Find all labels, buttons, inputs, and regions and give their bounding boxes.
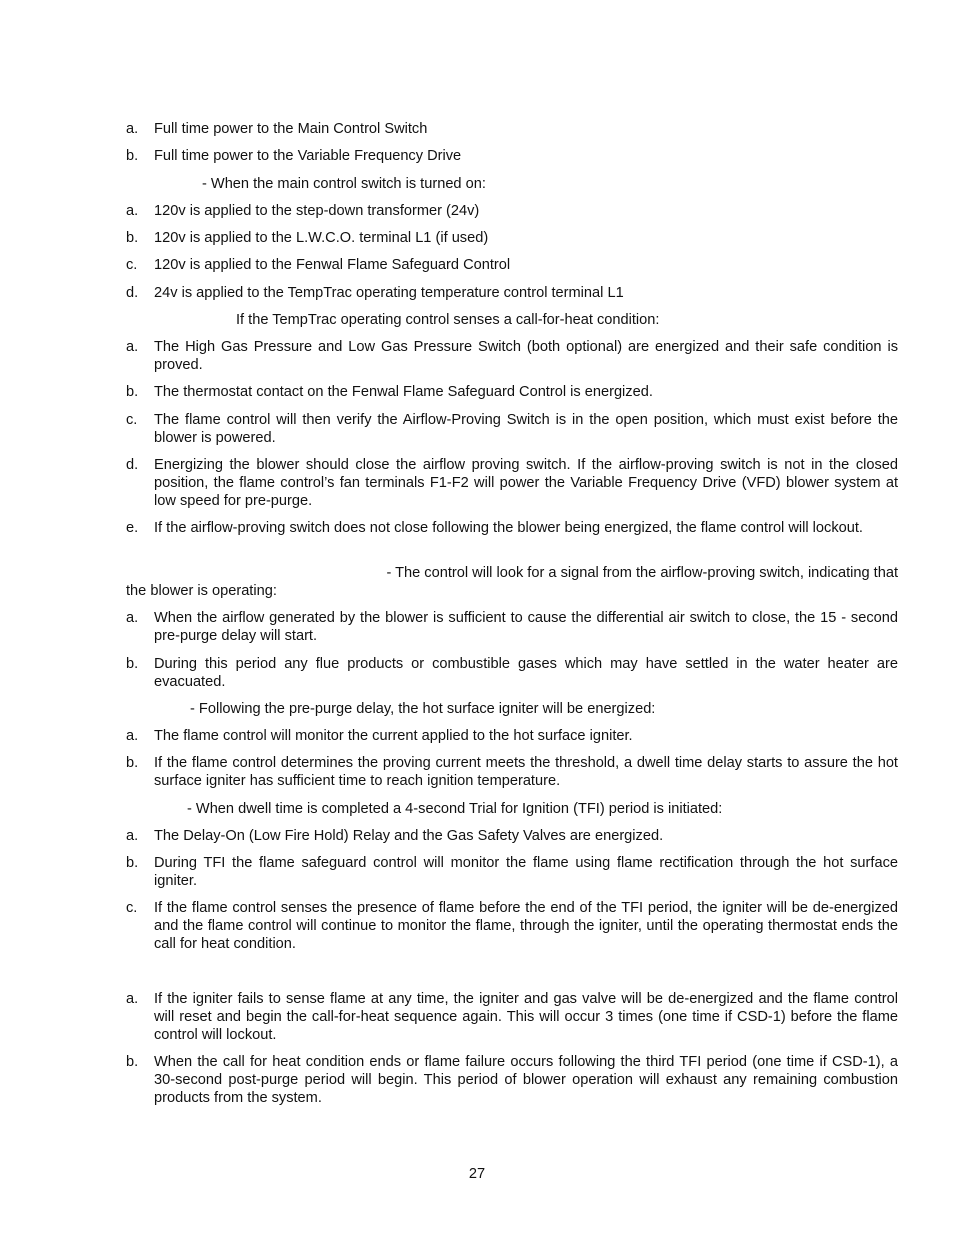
list-text: The Delay-On (Low Fire Hold) Relay and the Gas Safety Valves are energized. [154, 828, 664, 844]
list-marker: a. [126, 610, 139, 626]
section-lead-power-on: - When the main control switch is turned on: [202, 176, 486, 192]
list-text: Full time power to the Main Control Switch [154, 121, 428, 137]
list-marker: a. [126, 828, 139, 844]
list-text: During TFI the flame safeguard control will monitor the flame using flame rectification through the hot surface igniter. [154, 855, 898, 889]
list-item [126, 655, 898, 691]
list-item [126, 256, 898, 274]
list-text: Energizing the blower should close the airflow proving switch. If the airflow-proving switch is not in the closed position, the flame control’s fan terminals F1-F2 will power the Variable Frequency Drive (VFD) blower system at low speed for pre-purge. [154, 457, 898, 509]
list-item [126, 120, 898, 138]
list-marker: b. [126, 1054, 139, 1070]
list-item [126, 899, 898, 953]
list-text: If the igniter fails to sense flame at any time, the igniter and gas valve will be de-energized and the flame control will reset and begin the call-for-heat sequence again. This will occur 3 times (one time if CSD-1) before the flame control will lockout. [154, 991, 898, 1043]
list-marker: b. [126, 230, 139, 246]
list-item [126, 202, 898, 220]
list-text: If the flame control determines the proving current meets the threshold, a dwell time delay starts to assure the hot surface igniter has sufficient time to reach ignition temperature. [154, 755, 898, 789]
list-text: When the airflow generated by the blower is sufficient to cause the differential air switch to close, the 15 - second pre-purge delay will start. [154, 610, 898, 644]
list-marker: c. [126, 412, 138, 428]
list-text: Full time power to the Variable Frequency Drive [154, 148, 462, 164]
list-marker: b. [126, 656, 139, 672]
list-marker: b. [126, 148, 139, 164]
list-marker: c. [126, 900, 138, 916]
section-lead-igniter: - Following the pre-purge delay, the hot surface igniter will be energized: [190, 701, 656, 717]
list-marker: a. [126, 339, 139, 355]
list-text: 120v is applied to the step-down transformer (24v) [154, 203, 480, 219]
list-item [126, 854, 898, 890]
list-text: When the call for heat condition ends or flame failure occurs following the third TFI period (one time if CSD-1), a 30-second post-purge period will begin. This period of blower operation will exhaust any remaining combustion products from the system. [154, 1054, 898, 1106]
list-item [126, 754, 898, 790]
list-item [126, 727, 898, 745]
list-item [126, 827, 898, 845]
list-marker: e. [126, 520, 139, 536]
list-marker: c. [126, 257, 138, 273]
list-item [126, 1053, 898, 1107]
list-marker: d. [126, 285, 139, 301]
list-text: 120v is applied to the Fenwal Flame Safeguard Control [154, 257, 511, 273]
list-item [126, 990, 898, 1044]
list-text: The High Gas Pressure and Low Gas Pressure Switch (both optional) are energized and their safe condition is proved. [154, 339, 898, 373]
list-marker: d. [126, 457, 139, 473]
section-lead-line: - The control will look for a signal from the airflow-proving switch, indicating that [386, 565, 898, 581]
list-marker: a. [126, 121, 139, 137]
list-marker: a. [126, 203, 139, 219]
list-text: The flame control will then verify the Airflow-Proving Switch is in the open position, which must exist before the blower is powered. [154, 412, 898, 446]
list-text: If the airflow-proving switch does not close following the blower being energized, the flame control will lockout. [154, 520, 863, 536]
list-text: 120v is applied to the L.W.C.O. terminal L1 (if used) [154, 230, 489, 246]
list-item [126, 456, 898, 510]
section-lead-tfi: - When dwell time is completed a 4-second Trial for Ignition (TFI) period is initiated: [187, 801, 723, 817]
list-item [126, 609, 898, 645]
list-marker: b. [126, 855, 139, 871]
section-lead-line: the blower is operating: [126, 583, 277, 599]
list-marker: b. [126, 384, 139, 400]
page-number: 27 [468, 1166, 486, 1182]
list-text: During this period any flue products or combustible gases which may have settled in the water heater are evacuated. [154, 656, 898, 690]
list-item [126, 229, 898, 247]
list-text: 24v is applied to the TempTrac operating temperature control terminal L1 [154, 285, 624, 301]
list-item [126, 284, 898, 302]
list-marker: a. [126, 728, 139, 744]
list-item [126, 338, 898, 374]
list-item [126, 519, 898, 537]
list-text: If the flame control senses the presence of flame before the end of the TFI period, the igniter will be de-energized and the flame control will continue to monitor the flame, through the igniter, until the operating thermostat ends the call for heat condition. [154, 900, 898, 952]
list-text: The thermostat contact on the Fenwal Flame Safeguard Control is energized. [154, 384, 653, 400]
list-item [126, 147, 898, 165]
list-marker: a. [126, 991, 139, 1007]
section-lead-call-for-heat: If the TempTrac operating control senses a call-for-heat condition: [236, 312, 660, 328]
list-marker: b. [126, 755, 139, 771]
list-item [126, 411, 898, 447]
section-lead-airflow [126, 564, 898, 600]
list-item [126, 383, 898, 401]
list-text: The flame control will monitor the current applied to the hot surface igniter. [154, 728, 633, 744]
